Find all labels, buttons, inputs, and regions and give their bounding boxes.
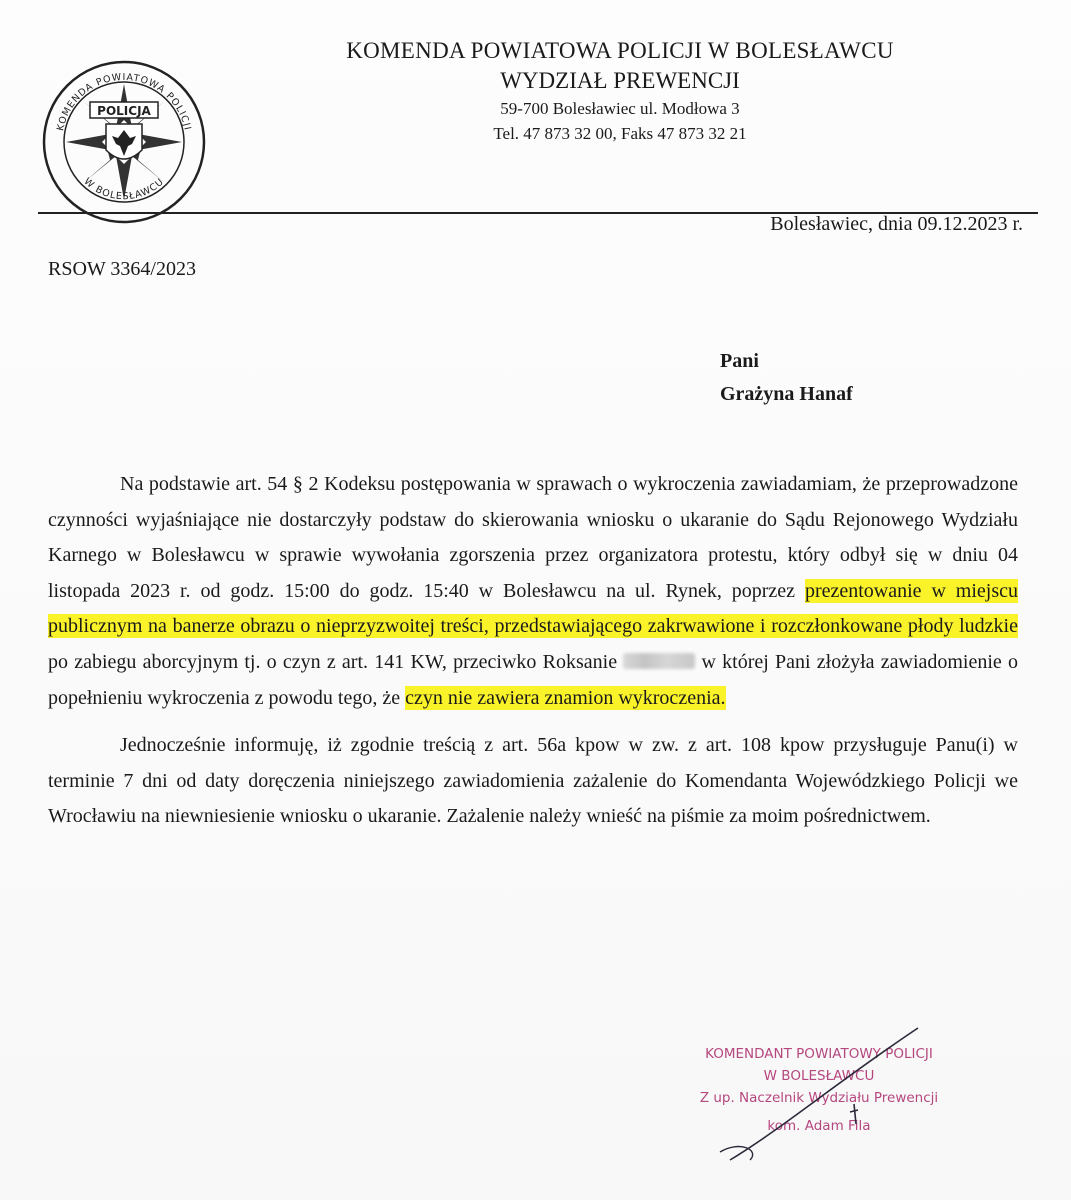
paragraph-1-text-c: w której Pani złożyła zawiadomienie o popełnieniu wykroczenia z powodu tego, że [48,650,1019,709]
paragraph-1-text-b: po zabiegu aborcyjnym tj. o czyn z art. 141 KW, przeciwko Roksanie [48,650,624,673]
stamp-line-2: W BOLESŁAWCU [763,1068,875,1084]
highlight-banner-description: prezentowanie w miejscu publicznym na banerze obrazu o nieprzyzwoitej treści, przedstawiającego zakrwawione i rozczłonkowane płody ludzkie [48,579,1018,638]
department-name: WYDZIAŁ PREWENCJI [500,68,740,93]
paragraph-2: Jednocześnie informuję, iż zgodnie treścią z art. 56a kpow w zw. z art. 108 kpow przysługuje Panu(i) w terminie 7 dni od daty doręczenia niniejszego zawiadomienia zażalenie do Komendanta Wojewódzkiego Policji we Wrocławiu na niewniesienie wniosku o ukaranie. Zażalenie należy wnieść na piśmie za moim pośrednictwem. [48,734,1018,828]
paragraph-1-text-a: Na podstawie art. 54 § 2 Kodeksu postępowania w sprawach o wykroczenia zawiadamiam, że przeprowadzone czynności wyjaśniające nie dostarczyły podstaw do skierowania wniosku o ukaranie do Sądu Rejonowego Wydziału Karnego w Bolesławcu w sprawie wywołania zgorszenia przez organizatora protestu, który odbył się w dniu 04 listopada 2023 r. od godz. 15:00 do godz. 15:40 w Bolesławcu na ul. Rynek, poprzez [48,473,1018,602]
organization-name: KOMENDA POWIATOWA POLICJI W BOLESŁAWCU [346,38,894,63]
police-emblem-logo [40,58,208,226]
addressee-name: Grażyna Hanaf [720,383,853,405]
letter-body [48,467,1018,835]
organization-contact: Tel. 47 873 32 00, Faks 47 873 32 21 [493,124,747,143]
reference-number: RSOW 3364/2023 [48,258,196,280]
date-line: Bolesławiec, dnia 09.12.2023 r. [770,213,1023,235]
organization-address: 59-700 Bolesławiec ul. Modłowa 3 [500,99,740,118]
stamp-line-4: kom. Adam Fila [767,1118,871,1134]
logo-ring-bottom-text: W BOLESŁAWCU [81,176,167,203]
stamp-line-3: Z up. Naczelnik Wydziału Prewencji [699,1090,939,1106]
addressee [720,345,853,411]
logo-badge-text: POLICJA [97,104,151,118]
addressee-salutation: Pani [720,350,759,372]
highlight-conclusion: czyn nie zawiera znamion wykroczenia. [405,686,726,709]
handwritten-signature [700,1020,960,1170]
stamp-line-1: KOMENDANT POWIATOWY POLICJI [705,1046,933,1062]
paragraph-1 [48,467,1018,716]
logo-ring-top-text: KOMENDA POWIATOWA POLICJI [55,71,193,132]
redacted-surname [623,653,695,669]
letterhead [240,36,1000,146]
